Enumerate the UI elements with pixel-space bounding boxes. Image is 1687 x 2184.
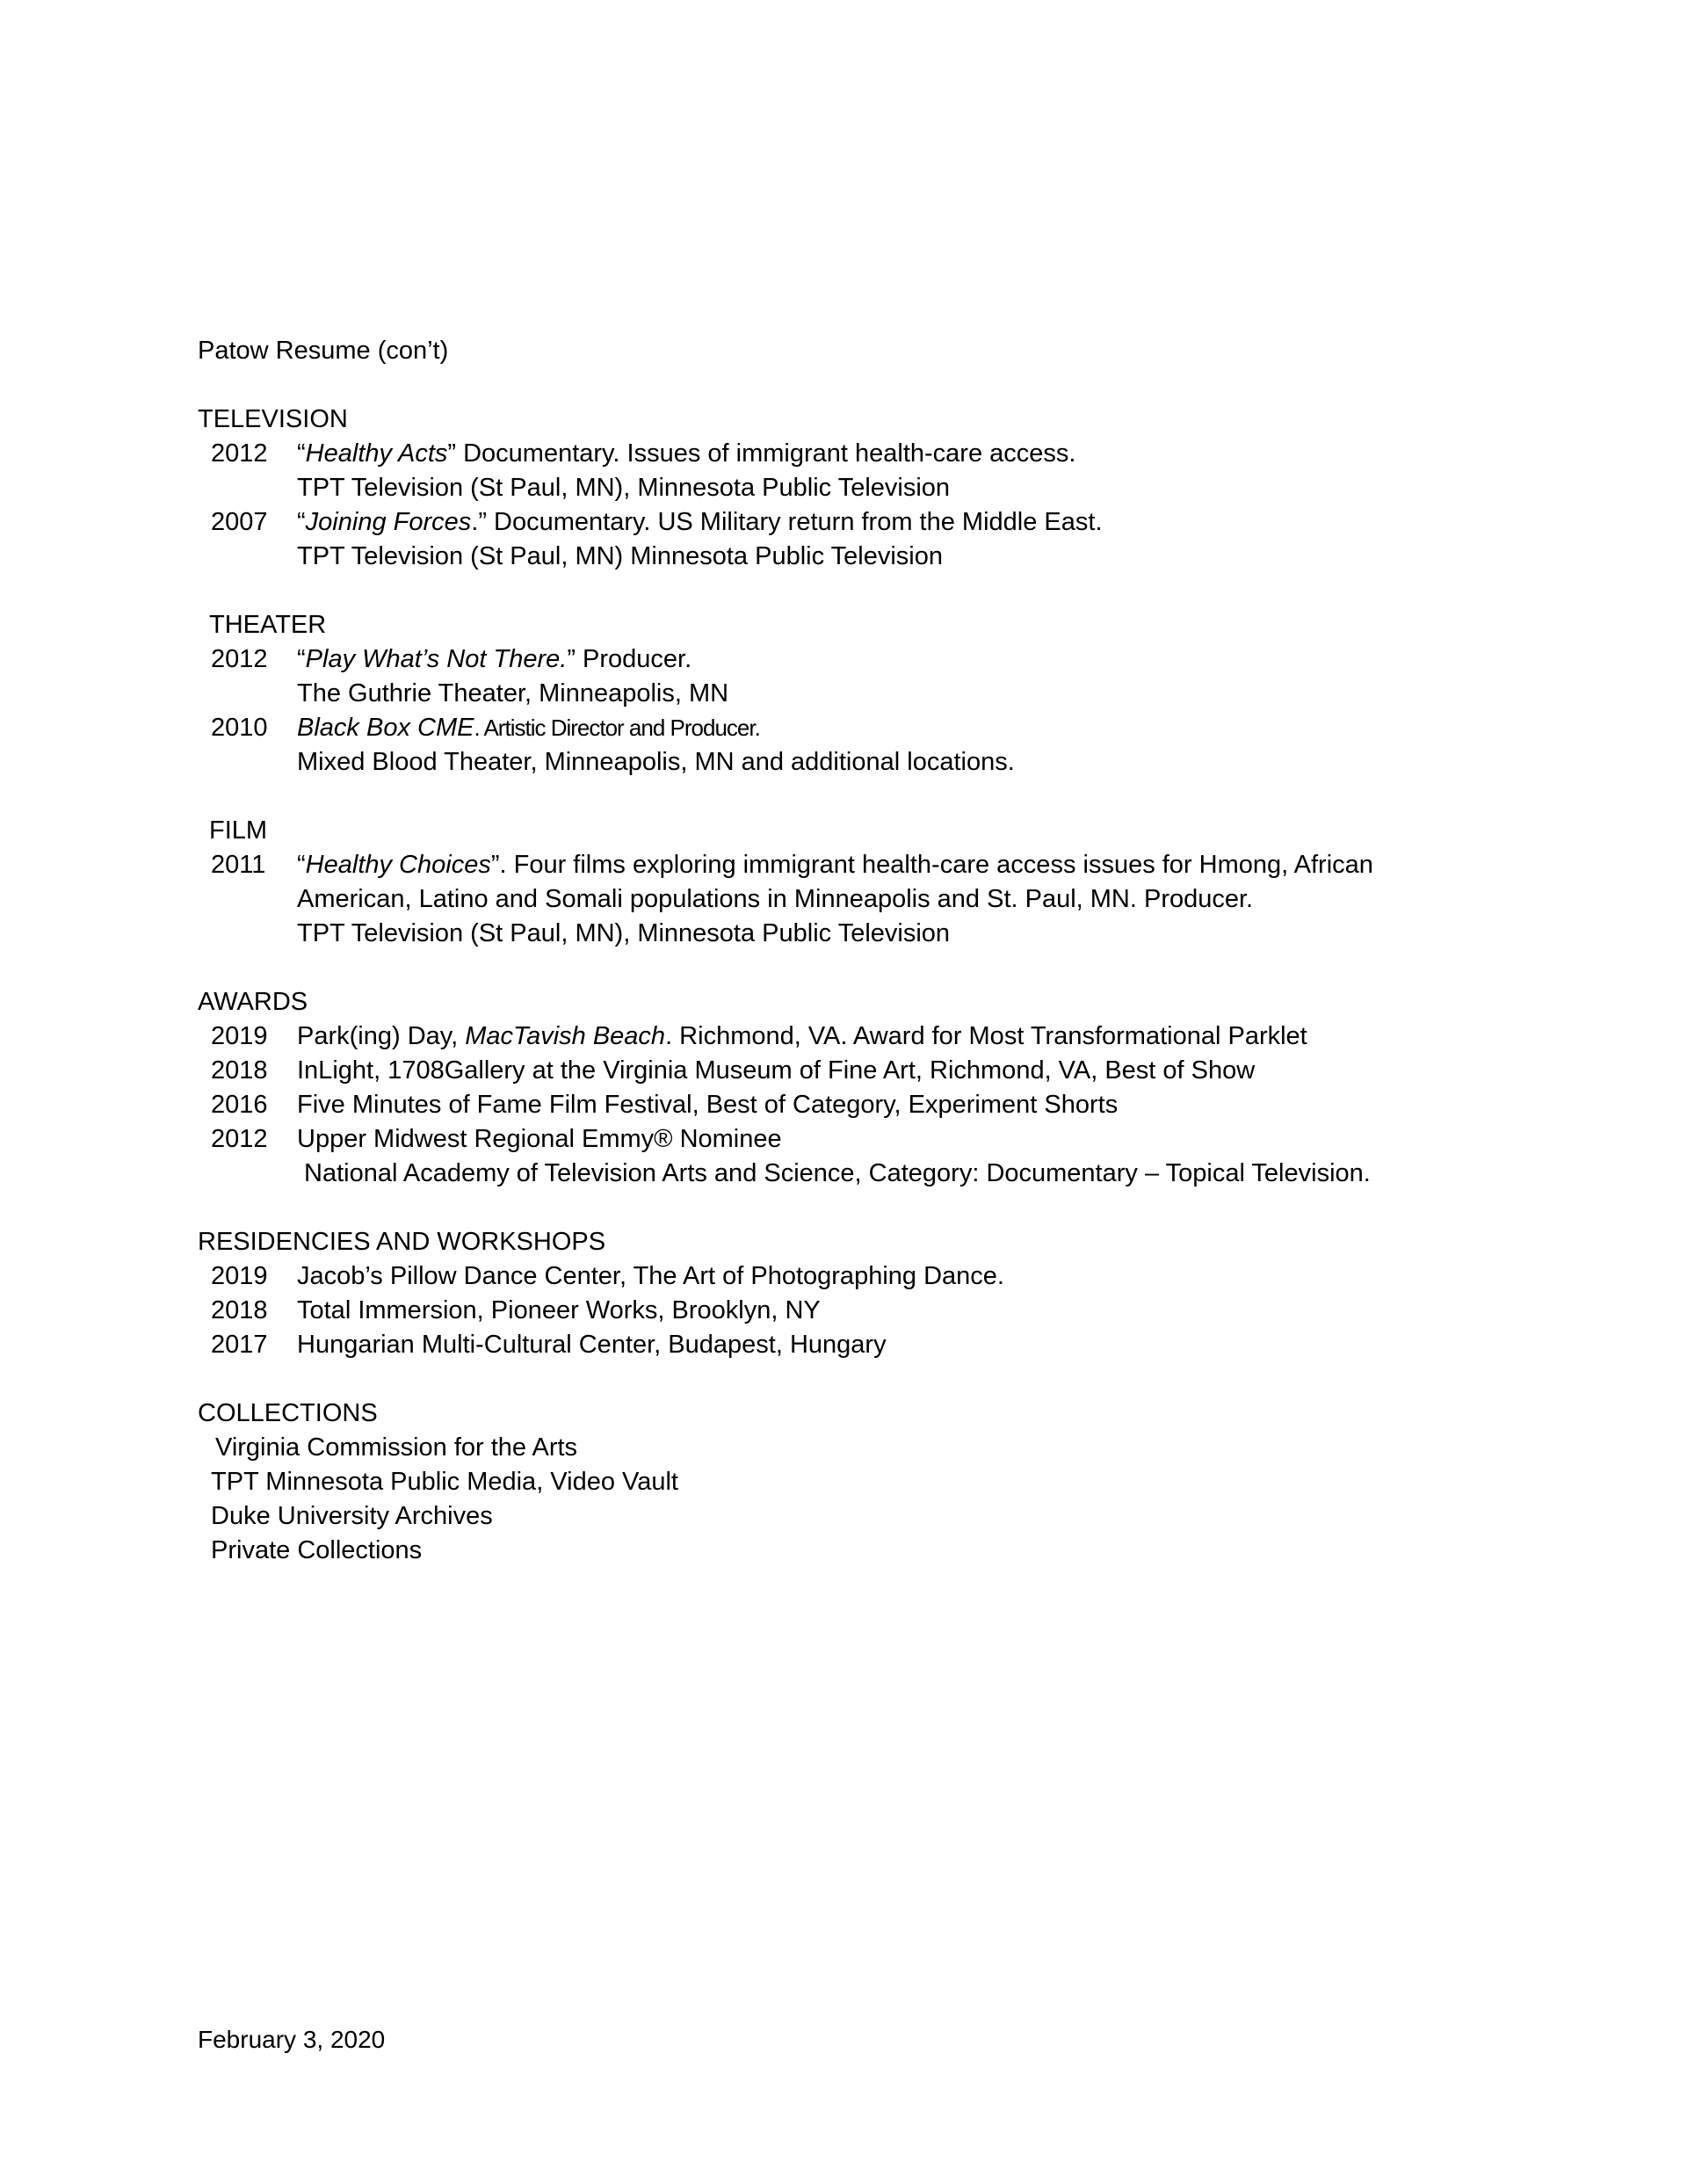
entry-year: 2019 [211,1022,268,1050]
open-quote: “ [297,645,306,673]
residencies-section [198,1225,1533,1362]
entry-description [297,1019,1533,1054]
entry-text: Park(ing) Day, [297,1022,466,1050]
theater-entry [198,642,1533,711]
collection-item: Duke University Archives [211,1502,493,1530]
entry-description [297,1088,1533,1122]
entry-description [297,1294,1533,1328]
film-entry [198,848,1533,951]
television-entry [198,437,1533,505]
entry-year: 2019 [211,1262,268,1290]
entry-year: 2012 [211,645,268,673]
entry-line [297,848,1533,882]
entry-text: .” Documentary. US Military return from the Middle East. [471,508,1103,536]
entry-description [297,848,1533,951]
work-title: Healthy Acts [305,439,448,468]
award-entry [198,1122,1533,1191]
entry-description [297,437,1533,505]
entry-line [297,642,1533,677]
entry-venue: The Guthrie Theater, Minneapolis, MN [297,679,729,707]
entry-year: 2012 [211,1125,268,1153]
work-title: Black Box CME [297,714,474,742]
entry-description [297,1054,1533,1088]
entry-description [297,1328,1533,1362]
film-section [198,814,1533,951]
entry-text: ” Documentary. Issues of immigrant health-care access. [447,439,1076,468]
entry-line [297,505,1533,540]
entry-text: . Artistic Director and Producer. [474,715,760,741]
television-section [198,403,1533,574]
residency-entry [198,1294,1533,1328]
entry-description [297,642,1533,711]
theater-section [198,608,1533,780]
entry-year: 2016 [211,1091,268,1119]
work-title: Play What’s Not There. [305,645,568,673]
entry-line: Jacob’s Pillow Dance Center, The Art of Photographing Dance. [297,1262,1004,1290]
entry-line: InLight, 1708Gallery at the Virginia Museum of Fine Art, Richmond, VA, Best of Show [297,1056,1256,1085]
entry-line: Total Immersion, Pioneer Works, Brooklyn, NY [297,1296,821,1324]
entry-venue: Mixed Blood Theater, Minneapolis, MN and additional locations. [297,748,1015,776]
entry-year: 2010 [211,714,268,742]
open-quote: “ [297,508,306,536]
entry-description [297,505,1533,574]
theater-entry [198,711,1533,780]
entry-line: Five Minutes of Fame Film Festival, Best of Category, Experiment Shorts [297,1091,1119,1119]
award-entry [198,1088,1533,1122]
collection-item: Private Collections [211,1536,423,1564]
award-entry [198,1019,1533,1054]
entry-year: 2011 [211,851,266,879]
theater-heading: THEATER [209,611,327,639]
entry-text: ” Producer. [567,645,692,673]
residency-entry [198,1259,1533,1294]
entry-venue: TPT Television (St Paul, MN), Minnesota Public Television [297,919,951,947]
residency-entry [198,1328,1533,1362]
collection-item: TPT Minnesota Public Media, Video Vault [211,1468,678,1496]
work-title: Joining Forces [305,508,472,536]
entry-text: . Richmond, VA. Award for Most Transformational Parklet [665,1022,1307,1050]
entry-description [297,711,1533,780]
entry-venue: TPT Television (St Paul, MN), Minnesota Public Television [297,474,951,502]
entry-year: 2007 [211,508,268,536]
entry-year: 2012 [211,439,268,468]
entry-venue: TPT Television (St Paul, MN) Minnesota Public Television [297,542,943,570]
collection-item: Virginia Commission for the Arts [215,1433,578,1462]
entry-line: Upper Midwest Regional Emmy® Nominee [297,1125,782,1153]
resume-body [198,334,1533,1568]
entry-description [297,1122,1533,1191]
film-heading: FILM [209,816,268,845]
award-entry [198,1054,1533,1088]
entry-venue: National Academy of Television Arts and Science, Category: Documentary – Topical Television. [304,1159,1371,1187]
collections-heading: COLLECTIONS [198,1399,378,1427]
residencies-heading: RESIDENCIES AND WORKSHOPS [198,1228,606,1256]
entry-line: American, Latino and Somali populations in Minneapolis and St. Paul, MN. Producer. [297,885,1254,913]
footer-date: February 3, 2020 [198,2026,386,2053]
entry-description [297,1259,1533,1294]
entry-line [297,1019,1533,1054]
awards-heading: AWARDS [198,988,308,1016]
entry-year: 2018 [211,1296,268,1324]
entry-line [297,711,1533,745]
collections-section [198,1397,1533,1568]
television-entry [198,505,1533,574]
open-quote: “ [297,851,306,879]
work-title: Healthy Choices [305,851,491,879]
entry-text: ”. Four films exploring immigrant health-care access issues for Hmong, African [490,851,1373,879]
entry-line [297,437,1533,471]
entry-line: Hungarian Multi-Cultural Center, Budapest, Hungary [297,1331,887,1359]
television-heading: TELEVISION [198,405,348,433]
entry-year: 2018 [211,1056,268,1085]
open-quote: “ [297,439,306,468]
awards-section [198,985,1533,1191]
entry-year: 2017 [211,1331,268,1359]
work-title: MacTavish Beach [465,1022,666,1050]
page-title: Patow Resume (con’t) [198,337,449,365]
